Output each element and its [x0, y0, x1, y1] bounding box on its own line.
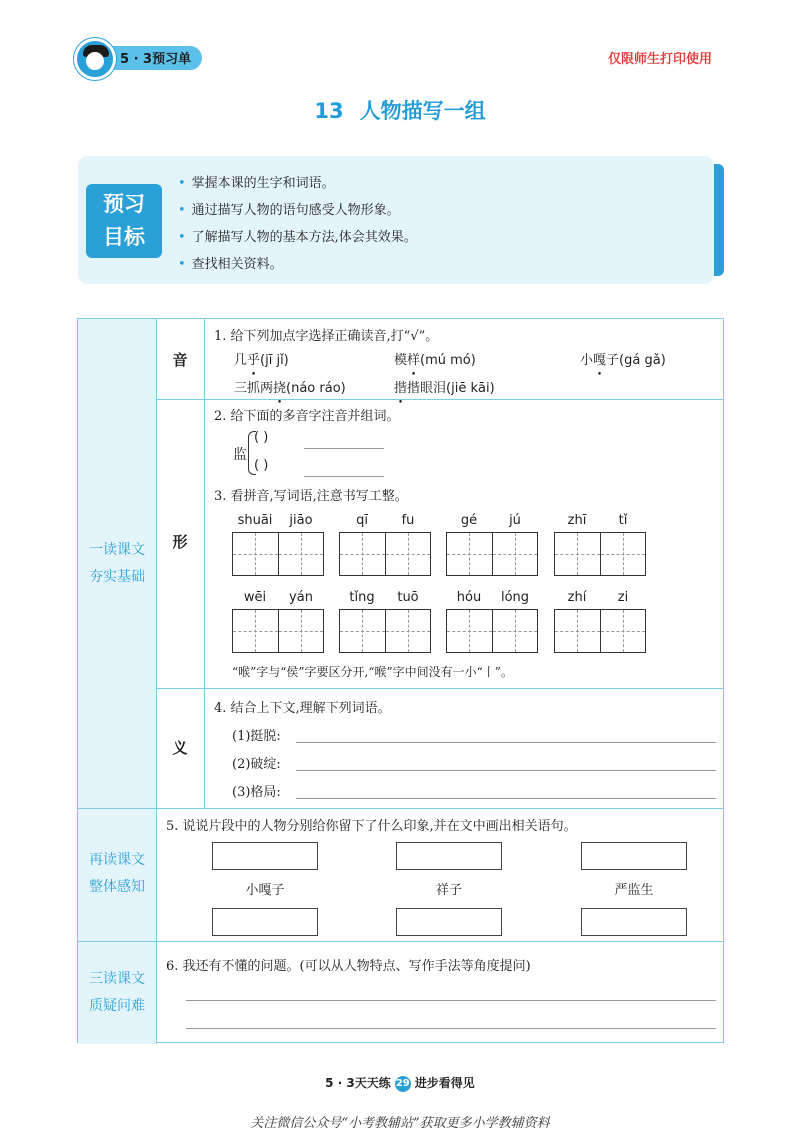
- pinyin-label: zhí: [567, 590, 587, 605]
- pinyin-label: gé: [460, 513, 478, 528]
- writing-grid[interactable]: [446, 532, 538, 576]
- person-name: 严监生: [614, 883, 654, 898]
- pinyin-label: shuāi: [237, 513, 273, 528]
- footer: [0, 1074, 800, 1092]
- q2-answer-line[interactable]: [304, 476, 384, 477]
- pinyin-label: zhī: [567, 513, 587, 528]
- q4-term: (1)挺脱:: [232, 729, 281, 744]
- q6-answer-line[interactable]: [186, 1028, 716, 1029]
- footer-note: 关注微信公众号“小考教辅站”获取更多小学教辅资料: [250, 1116, 550, 1131]
- writing-grid[interactable]: [232, 609, 324, 653]
- q4-answer-line[interactable]: [296, 798, 716, 799]
- q2-paren: ( ): [254, 430, 269, 445]
- pinyin-label: hóu: [456, 590, 482, 605]
- q2-answer-line[interactable]: [304, 448, 384, 449]
- section-read2: [78, 809, 156, 941]
- q4-answer-line[interactable]: [296, 770, 716, 771]
- section-read2-line1: 再读课文: [89, 852, 145, 868]
- q1-prompt: 1. 给下列加点字选择正确读音,打“√”。: [214, 329, 439, 344]
- goal-item: • 查找相关资料。: [178, 251, 417, 278]
- q2-paren: ( ): [254, 458, 269, 473]
- person-name: 小嘎子: [245, 883, 285, 898]
- pinyin-label: jiāo: [289, 513, 313, 528]
- goals-list: [178, 170, 417, 278]
- lesson-number: 13: [314, 99, 344, 123]
- pinyin-label: zi: [617, 590, 629, 605]
- pinyin-label: tuō: [397, 590, 419, 605]
- print-note: 仅限师生打印使用: [608, 52, 713, 67]
- pinyin-label: tǐ: [618, 513, 628, 528]
- q5-prompt: 5. 说说片段中的人物分别给你留下了什么印象,并在文中画出相关语句。: [166, 819, 577, 834]
- section-read3-line2: 质疑问难: [89, 998, 145, 1014]
- q1-word: 三抓两挠(náo ráo): [234, 381, 346, 396]
- section-read1: [78, 319, 156, 808]
- goal-item: • 了解描写人物的基本方法,体会其效果。: [178, 224, 417, 251]
- writing-grid[interactable]: [339, 609, 431, 653]
- impression-box[interactable]: [581, 842, 687, 870]
- pinyin-label: lóng: [500, 590, 530, 605]
- q1-word: 模样(mú mó): [394, 353, 476, 368]
- writing-grid[interactable]: [554, 532, 646, 576]
- footer-left: 5 · 3天天练: [325, 1076, 391, 1090]
- goals-badge-line1: 预习: [103, 192, 145, 216]
- q1-word: 几乎(jī jǐ): [234, 353, 289, 368]
- q2-prompt: 2. 给下面的多音字注音并组词。: [214, 409, 400, 424]
- section-read1-line1: 一读课文: [89, 542, 145, 558]
- q4-term: (3)格局:: [232, 785, 281, 800]
- q6-prompt: 6. 我还有不懂的问题。(可以从人物特点、写作手法等角度提问): [166, 959, 531, 974]
- lesson-title: [0, 95, 800, 125]
- goal-item: • 通过描写人物的语句感受人物形象。: [178, 197, 417, 224]
- q3-prompt: 3. 看拼音,写词语,注意书写工整。: [214, 489, 408, 504]
- q6-answer-line[interactable]: [186, 1000, 716, 1001]
- goals-badge: [86, 184, 162, 258]
- footer-right: 进步看得见: [414, 1076, 475, 1090]
- pinyin-label: wēi: [243, 590, 267, 605]
- pinyin-label: jú: [509, 513, 521, 528]
- writing-grid[interactable]: [339, 532, 431, 576]
- q4-prompt: 4. 结合上下文,理解下列词语。: [214, 701, 391, 716]
- impression-box[interactable]: [581, 908, 687, 936]
- pinyin-label: yán: [289, 590, 313, 605]
- impression-box[interactable]: [212, 908, 318, 936]
- impression-box[interactable]: [396, 842, 502, 870]
- q2-char: 监: [233, 447, 247, 463]
- lesson-name: 人物描写一组: [359, 99, 486, 123]
- q4-term: (2)破绽:: [232, 757, 281, 772]
- section-read3-line1: 三读课文: [89, 971, 145, 987]
- q1-word: 小嘎子(gá gǎ): [580, 353, 666, 368]
- sub-label-sound: 音: [172, 351, 188, 369]
- pinyin-label: fu: [401, 513, 415, 528]
- pinyin-label: tǐng: [349, 590, 375, 605]
- series-label: 5 · 3预习单: [120, 52, 192, 67]
- writing-grid[interactable]: [554, 609, 646, 653]
- goal-item: • 掌握本课的生字和词语。: [178, 170, 417, 197]
- q1-word: 揩揩眼泪(jiē kāi): [394, 381, 495, 396]
- pinyin-label: qī: [356, 513, 368, 528]
- q3-tip: “喉”字与“侯”字要区分开,“喉”字中间没有一小“丨”。: [232, 665, 513, 679]
- writing-grid[interactable]: [232, 532, 324, 576]
- sub-label-form: 形: [172, 533, 188, 551]
- goals-badge-line2: 目标: [103, 225, 145, 249]
- impression-box[interactable]: [396, 908, 502, 936]
- q4-answer-line[interactable]: [296, 742, 716, 743]
- sub-label-meaning: 义: [172, 739, 188, 757]
- writing-grid[interactable]: [446, 609, 538, 653]
- exercise-table: [77, 318, 724, 1043]
- impression-box[interactable]: [212, 842, 318, 870]
- mascot-avatar-icon: [74, 38, 116, 80]
- page-number: 29: [395, 1076, 411, 1092]
- section-read3: [78, 942, 156, 1044]
- section-read1-line2: 夯实基础: [89, 569, 145, 585]
- section-read2-line2: 整体感知: [89, 879, 145, 895]
- goals-tab-decoration: [714, 164, 724, 276]
- person-name: 祥子: [435, 883, 462, 898]
